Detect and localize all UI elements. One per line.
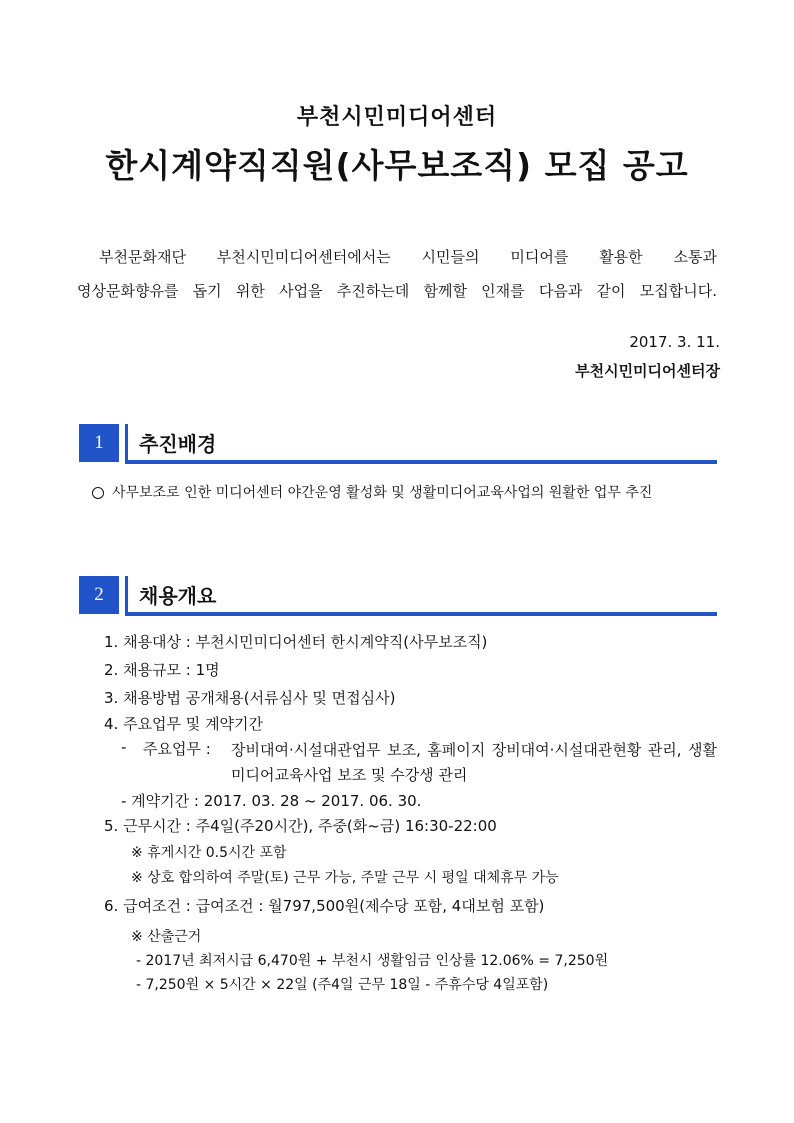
note-break-time: ※ 휴게시간 0.5시간 포함 (131, 845, 287, 861)
list-item-duties: 4. 주요업무 및 계약기간 (104, 715, 264, 733)
intro-paragraph (77, 240, 717, 308)
duties-detail (121, 738, 717, 790)
list-item-target: 1. 채용대상 : 부천시민미디어센터 한시계약직(사무보조직) (104, 633, 488, 651)
background-text: 사무보조로 인한 미디어센터 야간운영 활성화 및 생활미디어교육사업의 원활한 업무 추진 (112, 485, 653, 501)
intro-line-1: 부천문화재단 부천시민미디어센터에서는 시민들의 미디어를 활용한 소통과 (99, 248, 717, 266)
duties-text: 장비대여·시설대관업무 보조, 홈페이지 장비대여·시설대관현황 관리, 생활미디어교육사업 보조 및 수강생 관리 (231, 741, 717, 784)
section-number: 1 (79, 424, 119, 462)
dash-marker: - (121, 738, 127, 756)
duties-label: 주요업무 : (143, 740, 211, 758)
section-divider (125, 576, 128, 616)
note-calculation: ※ 산출근거 (131, 929, 202, 945)
calc-line-2: - 7,250원 × 5시간 × 22일 (주4일 근무 18일 - 주휴수당 4일포함) (136, 977, 549, 993)
background-bullet (92, 482, 652, 502)
list-item-headcount: 2. 채용규모 : 1명 (104, 661, 220, 679)
organization-name: 부천시민미디어센터 (296, 105, 498, 130)
section-underline (125, 612, 717, 616)
intro-line-2: 영상문화향유를 돕기 위한 사업을 추진하는데 함께할 인재를 다음과 같이 모집합니다. (77, 282, 717, 300)
signature: 부천시민미디어센터장 (575, 362, 720, 380)
list-item-method: 3. 채용방법 공개채용(서류심사 및 면접심사) (104, 689, 396, 707)
circle-bullet-icon (92, 487, 104, 499)
contract-period: - 계약기간 : 2017. 03. 28 ~ 2017. 06. 30. (121, 792, 422, 810)
section-heading-background (79, 424, 717, 464)
list-item-hours: 5. 근무시간 : 주4일(주20시간), 주중(화~금) 16:30-22:00 (104, 817, 497, 835)
section-title: 추진배경 (139, 432, 217, 456)
section-divider (125, 424, 128, 464)
note-weekend: ※ 상호 합의하여 주말(토) 근무 가능, 주말 근무 시 평일 대체휴무 가능 (131, 870, 559, 886)
section-title: 채용개요 (139, 584, 217, 608)
section-underline (125, 460, 717, 464)
section-heading-overview (79, 576, 717, 616)
page-title: 한시계약직직원(사무보조직) 모집 공고 (105, 146, 689, 185)
calc-line-1: - 2017년 최저시급 6,470원 + 부천시 생활임금 인상률 12.06% = 7,250원 (136, 953, 609, 969)
section-number: 2 (79, 576, 119, 614)
notice-date: 2017. 3. 11. (629, 333, 720, 351)
list-item-salary: 6. 급여조건 : 급여조건 : 월797,500원(제수당 포함, 4대보험 포함) (104, 897, 545, 915)
